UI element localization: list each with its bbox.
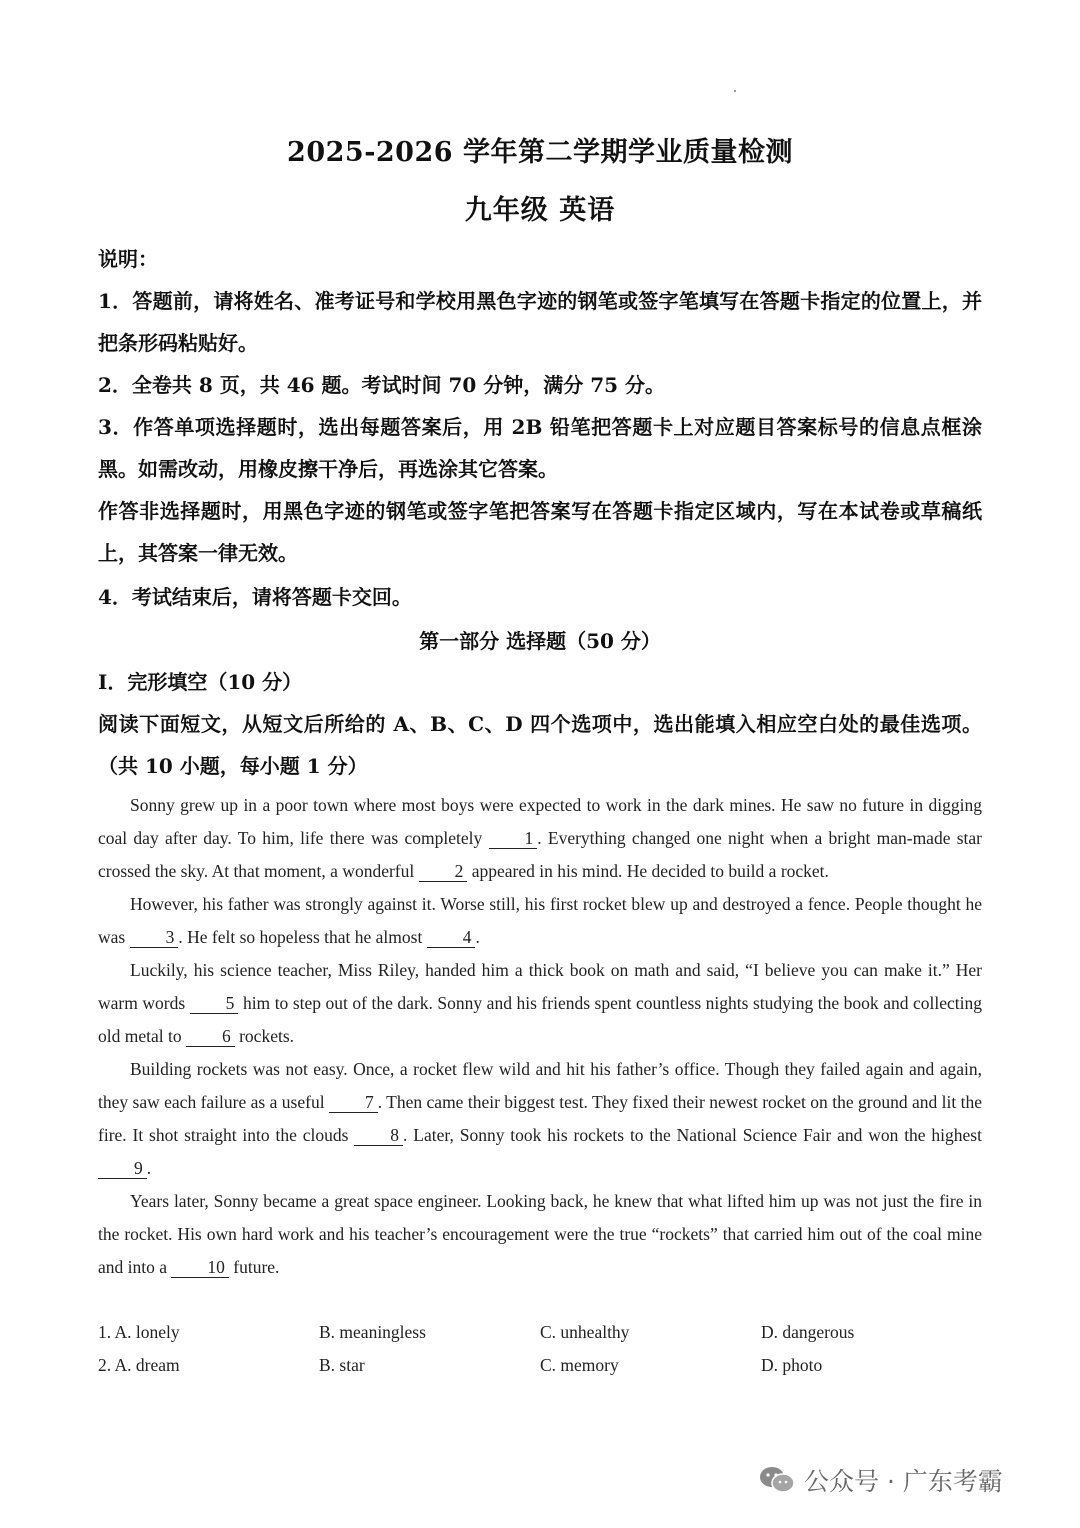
instruction-2: 2．全卷共 8 页，共 46 题。考试时间 70 分钟，满分 75 分。	[98, 373, 666, 397]
watermark	[758, 1462, 1003, 1498]
wechat-icon	[758, 1465, 796, 1495]
blank-2: 2	[419, 861, 468, 882]
option-1b: B. meaningless	[319, 1322, 426, 1342]
instruction-4: 4．考试结束后，请将答题卡交回。	[98, 585, 412, 609]
passage-text: Luckily, his science teacher, Miss Riley, handed him a thick book on math and said, “I believe you can make it.” Her warm words	[98, 960, 982, 1013]
passage-paragraph-4	[98, 1053, 982, 1185]
passage-text: rockets.	[234, 1026, 295, 1046]
option-2a: 2. A. dream	[98, 1355, 180, 1375]
passage-text: . He felt so hopeless that he almost	[178, 927, 427, 947]
option-1d: D. dangerous	[761, 1322, 855, 1342]
exam-subtitle: 九年级 英语	[464, 195, 616, 226]
passage-text: . Then came their biggest test. They fixed their newest rocket on the ground and lit the fire. It shot straight into the clouds	[98, 1092, 982, 1145]
blank-10: 10	[171, 1257, 229, 1278]
passage-paragraph-2	[98, 888, 982, 954]
passage-text: . Everything changed one night when a bright man-made star crossed the sky. At that moment, a wonderful	[98, 828, 983, 881]
blank-5: 5	[190, 993, 239, 1014]
option-2d: D. photo	[761, 1355, 823, 1375]
passage-text: However, his father was strongly against it. Worse still, his first rocket blew up and destroyed a fence. People thought he was	[98, 894, 982, 947]
blank-4: 4	[427, 927, 476, 948]
passage-paragraph-3	[98, 954, 982, 1053]
blank-8: 8	[354, 1125, 403, 1146]
blank-6: 6	[186, 1026, 235, 1047]
option-row-2	[98, 1349, 982, 1382]
answer-options	[98, 1316, 982, 1382]
passage-text: him to step out of the dark. Sonny and his friends spent countless nights studying the book and collecting old metal to	[98, 993, 982, 1046]
option-2b: B. star	[319, 1355, 365, 1375]
blank-7: 7	[329, 1092, 378, 1113]
instruction-1: 1．答题前，请将姓名、准考证号和学校用黑色字迹的钢笔或签字笔填写在答题卡指定的位置上，并把条形码粘贴好。	[98, 289, 982, 355]
blank-3: 3	[130, 927, 179, 948]
passage-paragraph-5	[98, 1185, 982, 1284]
watermark-text: 公众号 · 广东考霸	[804, 1467, 1003, 1496]
passage-text: Years later, Sonny became a great space engineer. Looking back, he knew that what lifted him up was not just the fire in the rocket. His own hard work and his teacher’s encouragement were the true “rockets” that carried him out of the coal mine and into a	[98, 1191, 982, 1277]
passage-text: .	[475, 927, 480, 947]
instruction-3: 3．作答单项选择题时，选出每题答案后，用 2B 铅笔把答题卡上对应题目答案标号的信息点框涂黑。如需改动，用橡皮擦干净后，再选涂其它答案。	[98, 415, 982, 481]
cloze-passage	[98, 789, 982, 1284]
scan-dot	[734, 90, 736, 92]
instruction-3b: 作答非选择题时，用黑色字迹的钢笔或签字笔把答案写在答题卡指定区域内，写在本试卷或草稿纸上，其答案一律无效。	[98, 499, 982, 565]
passage-text: . Later, Sonny took his rockets to the National Science Fair and won the highest	[403, 1125, 982, 1145]
passage-text: future.	[228, 1257, 280, 1277]
passage-text: appeared in his mind. He decided to build a rocket.	[467, 861, 829, 881]
option-row-1	[98, 1316, 982, 1349]
option-2c: C. memory	[540, 1355, 619, 1375]
option-1a: 1. A. lonely	[98, 1322, 180, 1342]
exam-title: 2025-2026 学年第二学期学业质量检测	[287, 137, 793, 168]
blank-1: 1	[489, 828, 538, 849]
passage-text: .	[146, 1158, 152, 1178]
section-title: I．完形填空（10 分）	[98, 670, 303, 694]
blank-9: 9	[98, 1158, 147, 1179]
instructions-heading: 说明：	[98, 247, 158, 271]
section-directions: 阅读下面短文，从短文后所给的 A、B、C、D 四个选项中，选出能填入相应空白处的最佳选项。（共 10 小题，每小题 1 分）	[98, 712, 982, 778]
passage-paragraph-1	[98, 789, 982, 888]
passage-text: Sonny grew up in a poor town where most boys were expected to work in the dark mines. He saw no future in digging coal day after day. To him, life there was completely	[98, 795, 982, 848]
option-1c: C. unhealthy	[540, 1322, 630, 1342]
part-title: 第一部分 选择题（50 分）	[419, 629, 661, 653]
passage-text: Building rockets was not easy. Once, a rocket flew wild and hit his father’s office. Though they failed again and again, they saw each failure as a useful	[98, 1059, 982, 1112]
